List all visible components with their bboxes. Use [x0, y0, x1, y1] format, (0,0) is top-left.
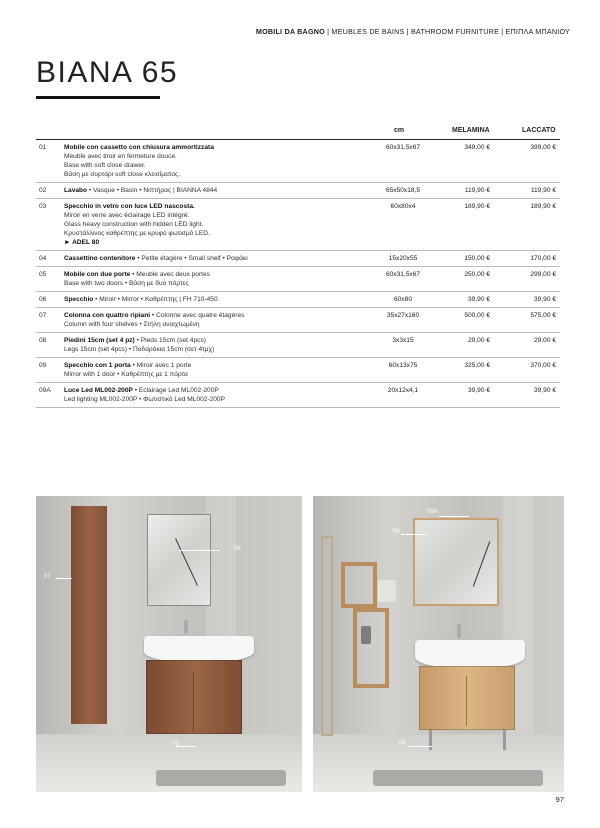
page-title: BIANA 65: [36, 56, 179, 89]
row-description: [64, 361, 364, 379]
row-code: 09A: [39, 387, 51, 394]
row-translation: Base with soft close drawer.: [64, 162, 146, 169]
row-price-melamina: 250,00 €: [464, 271, 490, 278]
table-row: [36, 199, 560, 251]
row-title-rest: • Eclairage Led ML002-200P: [132, 387, 219, 394]
row-translation: Base with two doors • Βάση με δυο πόρτες: [64, 280, 189, 287]
price-table: [36, 139, 560, 408]
row-code: 07: [39, 312, 47, 319]
section-header-bold: MOBILI DA BAGNO: [255, 27, 325, 36]
row-code: 01: [39, 144, 47, 151]
row-translation: Legs 15cm (set 4pcs) • Ποδαράκια 15cm (σετ 4τμχ): [64, 346, 215, 353]
row-price-laccato: 399,00 €: [530, 144, 556, 151]
faucet: [184, 620, 188, 634]
row-reference: ► ADEL 80: [64, 239, 100, 246]
table-row: [36, 358, 560, 383]
table-row: [36, 333, 560, 358]
row-dimensions: 60x80: [394, 296, 412, 303]
row-price-melamina: 119,90 €: [464, 187, 490, 194]
tall-column-cabinet: [71, 506, 107, 724]
wall-mirror: [147, 514, 211, 606]
table-row: [36, 308, 560, 333]
row-code: 04: [39, 255, 47, 262]
row-price-laccato: 370,00 €: [530, 362, 556, 369]
table-header: [36, 125, 560, 139]
row-dimensions: 60x13x75: [388, 362, 418, 369]
row-code: 06: [39, 296, 47, 303]
row-description: [64, 254, 364, 263]
row-price-melamina: 39,90 €: [468, 296, 490, 303]
header-cm: cm: [394, 127, 405, 134]
row-price-melamina: 500,00 €: [464, 312, 490, 319]
row-code: 09: [39, 362, 47, 369]
table-row: [36, 251, 560, 267]
row-code: 02: [39, 187, 47, 194]
row-translation: Led lighting ML002-200P • Φωτιστικό Led ML002-200P: [64, 396, 225, 403]
row-description: [64, 270, 364, 288]
row-description: [64, 336, 364, 354]
row-dimensions: 65x50x18,5: [385, 187, 421, 194]
small-shelf: [341, 562, 377, 608]
section-header: [256, 27, 570, 36]
row-title-rest: • Miroir avec 1 porte: [130, 362, 192, 369]
row-description: [64, 202, 364, 247]
row-title: Mobile con due porte: [64, 271, 131, 278]
callout-09: 09: [393, 529, 400, 535]
header-laccato: LACCATO: [522, 127, 556, 134]
page-number: 97: [555, 795, 564, 804]
vanity-two-doors: [146, 660, 242, 734]
row-translation: Κρυστάλλινος καθρέπτης με κρυφό φωτισμό LED.: [64, 230, 210, 237]
row-code: 05: [39, 271, 47, 278]
row-title: Mobile con cassetto con chiusura ammortizzata: [64, 144, 214, 151]
title-underline: [36, 96, 160, 99]
table-row: [36, 183, 560, 199]
row-title: Piedini 15cm (set 4 pz): [64, 337, 135, 344]
vanity-with-legs: [419, 666, 515, 730]
row-price-laccato: 39,90 €: [534, 387, 556, 394]
row-title: Specchio in vetro con luce LED nascosta.: [64, 203, 195, 210]
row-dimensions: 3x3x15: [392, 337, 414, 344]
row-translation: Meuble avec tiroir en fermeture douce.: [64, 153, 177, 160]
row-code: 08: [39, 337, 47, 344]
row-dimensions: 15x20x55: [388, 255, 418, 262]
row-title: Lavabo: [64, 187, 88, 194]
table-row: [36, 140, 560, 183]
row-price-laccato: 575,00 €: [530, 312, 556, 319]
row-code: 03: [39, 203, 47, 210]
row-title: Luce Led ML002-200P: [64, 387, 133, 394]
row-price-laccato: 189,90 €: [530, 203, 556, 210]
row-translation: Miroir en verre avec éclairage LED intégré.: [64, 212, 190, 219]
row-title-rest: • Pieds 15cm (set 4pcs): [134, 337, 206, 344]
row-price-melamina: 349,00 €: [464, 144, 490, 151]
table-row: [36, 383, 560, 408]
callout-07: 07: [44, 574, 51, 580]
callout-08: 08: [399, 740, 406, 746]
callout-06: 06: [234, 546, 241, 552]
row-title: Colonna con quattro ripiani: [64, 312, 151, 319]
row-price-laccato: 299,00 €: [530, 271, 556, 278]
row-description: [64, 386, 364, 404]
leg: [503, 730, 506, 750]
row-title: Cassettino contenitore: [64, 255, 136, 262]
row-price-laccato: 119,90 €: [530, 187, 556, 194]
row-dimensions: 60x31,5x67: [385, 271, 421, 278]
row-price-melamina: 325,00 €: [464, 362, 490, 369]
row-dimensions: 20x12x4,1: [387, 387, 419, 394]
row-title: Specchio: [64, 296, 94, 303]
row-price-melamina: 39,90 €: [468, 387, 490, 394]
row-price-laccato: 29,00 €: [534, 337, 556, 344]
row-title: Specchio con 1 porta: [64, 362, 131, 369]
row-description: [64, 311, 364, 329]
row-title-rest: • Miroir • Mirror • Καθρέπτης | FH 710-450: [93, 296, 218, 303]
table-row: [36, 267, 560, 292]
product-photo-walnut: [36, 496, 302, 792]
row-title-rest: • Colonne avec quatre étagères: [150, 312, 245, 319]
row-dimensions: 60x31,5x67: [385, 144, 421, 151]
callout-05: 05: [172, 741, 179, 747]
row-description: [64, 186, 364, 195]
row-price-melamina: 29,00 €: [468, 337, 490, 344]
row-description: [64, 295, 364, 304]
row-price-laccato: 39,90 €: [534, 296, 556, 303]
leg: [429, 730, 432, 750]
section-header-rest: | MEUBLES DE BAINS | BATHROOM FURNITURE | ΕΠΙΠΛΑ ΜΠΑΝΙΟΥ: [324, 27, 570, 36]
callout-09a: 09A: [427, 509, 438, 515]
product-photo-oak: [313, 496, 564, 792]
row-translation: Glass heavy construction with hidden LED light.: [64, 221, 204, 228]
basin-right: [415, 640, 525, 668]
row-description: [64, 143, 364, 179]
row-translation: Βάση με συρτάρι soft close κλεισίματος.: [64, 171, 181, 178]
row-dimensions: 60x80x4: [390, 203, 416, 210]
row-title-rest: • Petite étagère • Small shelf • Ραφάκι: [135, 255, 248, 262]
row-dimensions: 35x27x160: [386, 312, 420, 319]
row-price-melamina: 189,90 €: [464, 203, 490, 210]
basin: [144, 636, 254, 662]
mirror-cabinet: [413, 518, 499, 606]
row-translation: Mirror with 1 door • Καθρέπτης με 1 πόρτα: [64, 371, 188, 378]
row-translation: Column with four shelves • Στήλη ανοιχτωμένη: [64, 321, 200, 328]
table-row: [36, 292, 560, 308]
row-title-rest: • Meuble avec deux portes: [130, 271, 210, 278]
header-melamina: MELAMINA: [452, 127, 490, 134]
row-price-laccato: 170,00 €: [530, 255, 556, 262]
row-price-melamina: 150,00 €: [464, 255, 490, 262]
row-title-rest: • Vasque • Basin • Νιπτήρας | BIANNA 4844: [87, 187, 218, 194]
